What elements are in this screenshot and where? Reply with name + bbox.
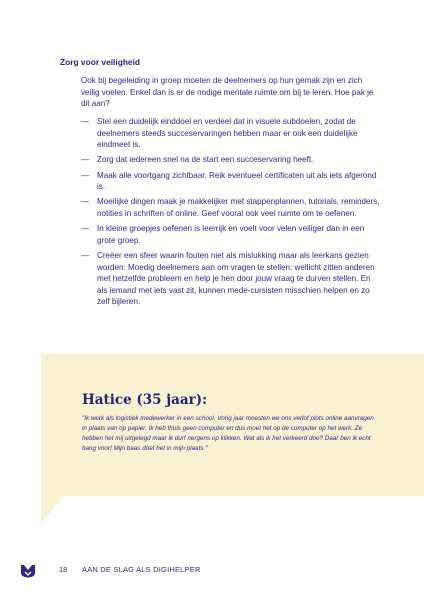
bullet-dash: — bbox=[81, 117, 90, 126]
bullet-dash: — bbox=[81, 224, 90, 234]
list-item-text: Creëer een sfeer waarin fouten niet als mislukking maar als leerkans gezien worden. Moedig deelnemers aan om vragen te stellen: wellicht zitten anderen met hetzelfde probleem en help je hen door jouw vraag te durven stellen. En als iemand met iets vast zit, kunnen mede-cursisten misschien helpen en zo zelf bijleren. bbox=[97, 250, 375, 307]
list-item bbox=[81, 250, 381, 308]
quote-panel-tail bbox=[41, 495, 65, 523]
list-item bbox=[81, 170, 381, 193]
quote-text: "Ik werk als logistiek medewerker in een school. Vorig jaar moesten we ons verlof plots online aanvragen in plaats van op papier. Ik heb thuis geen computer en dus moet het op de computer op het werk. Ze hebben het mij uitgelegd maar ik durf nergens op klikken. Wat als ik het verkeerd doe? Daar ben ik echt bang voor! Mijn baas doet het in mijn plaats." bbox=[82, 415, 374, 453]
footer-title: AAN DE SLAG ALS DIGIHELPER bbox=[82, 565, 201, 574]
quote-speaker-name: Hatice (35 jaar): bbox=[82, 392, 208, 408]
bullet-dash: — bbox=[81, 197, 90, 207]
list-item-text: Maak alle voortgang zichtbaar. Reik eventueel certificaten uit als iets afgerond is. bbox=[97, 170, 377, 192]
list-item-text: Moeilijke dingen maak je makkelijker met stappenplannen, tutorials, reminders, notities in schriften of online. Geef vooral ook veel ruimte om te oefenen. bbox=[97, 197, 380, 218]
bullet-dash: — bbox=[81, 170, 90, 180]
list-item bbox=[81, 196, 381, 219]
tips-list bbox=[81, 116, 381, 311]
list-item-text: Zorg dat iedereen snel na de start een succeservaring heeft. bbox=[97, 155, 314, 165]
bullet-dash: — bbox=[81, 155, 90, 165]
section-heading: Zorg voor veiligheid bbox=[60, 57, 141, 67]
intro-paragraph: Ook bij begeleiding in groep moeten de deelnemers op hun gemak zijn en zich veilig voelen. Enkel dan is er de nodige mentale ruimte om bij te leren. Hoe pak je dit aan? bbox=[81, 76, 374, 109]
page-number: 18 bbox=[59, 565, 68, 574]
list-item bbox=[81, 223, 381, 246]
brand-logo-icon bbox=[20, 564, 36, 583]
list-item bbox=[81, 154, 381, 166]
list-item-text: In kleine groepjes oefenen is leerrijk en voelt voor velen veiliger dan in een grote groep. bbox=[97, 224, 365, 245]
list-item bbox=[81, 116, 381, 151]
bullet-dash: — bbox=[81, 250, 90, 260]
list-item-text: Stel een duidelijk einddoel en verdeel dat in visuele subdoelen, zodat de deelnemers steeds succeservaringen hebben maar er ook een duidelijke eindmeet is. bbox=[97, 117, 358, 150]
